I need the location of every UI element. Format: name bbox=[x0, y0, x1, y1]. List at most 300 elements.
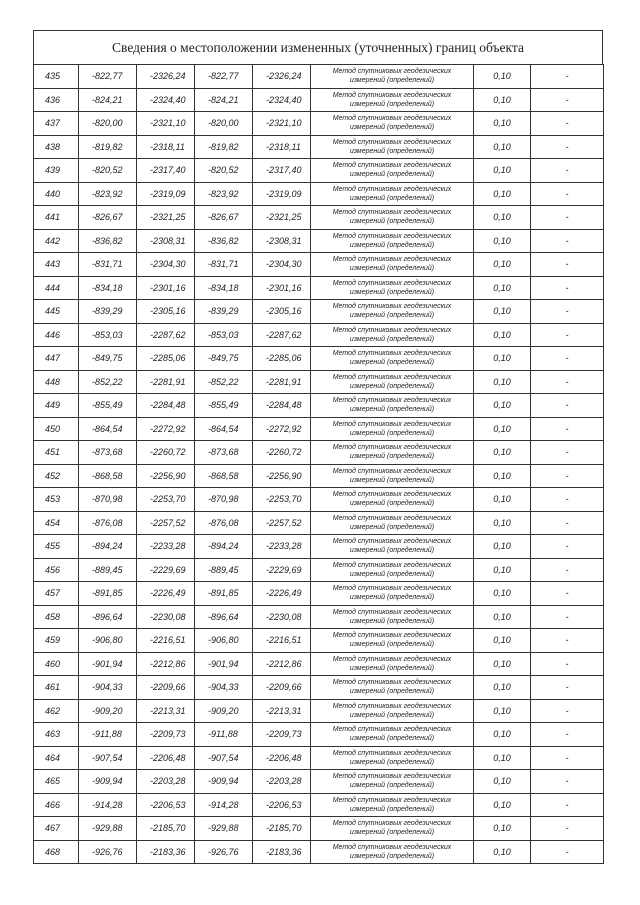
x-new-cell: -824,21 bbox=[195, 88, 253, 112]
method-cell bbox=[311, 676, 474, 700]
accuracy-cell: 0,10 bbox=[474, 370, 531, 394]
x-new-cell: -891,85 bbox=[195, 582, 253, 606]
description-cell: - bbox=[531, 347, 604, 371]
table-row bbox=[34, 652, 604, 676]
method-cell bbox=[311, 347, 474, 371]
accuracy-cell: 0,10 bbox=[474, 135, 531, 159]
table-row bbox=[34, 464, 604, 488]
table-row bbox=[34, 88, 604, 112]
method-line2: измерений (определений) bbox=[349, 805, 435, 813]
y-existing-cell: -2183,36 bbox=[137, 840, 195, 864]
description-cell: - bbox=[531, 699, 604, 723]
x-new-cell: -820,00 bbox=[195, 112, 253, 136]
x-existing-cell: -868,58 bbox=[79, 464, 137, 488]
point-number-cell: 463 bbox=[34, 723, 79, 747]
table-row bbox=[34, 370, 604, 394]
method-cell bbox=[311, 793, 474, 817]
table-row bbox=[34, 723, 604, 747]
y-existing-cell: -2216,51 bbox=[137, 629, 195, 653]
method-line2: измерений (определений) bbox=[349, 758, 435, 766]
description-cell: - bbox=[531, 182, 604, 206]
x-existing-cell: -911,88 bbox=[79, 723, 137, 747]
description-cell: - bbox=[531, 840, 604, 864]
table-row bbox=[34, 206, 604, 230]
description-cell: - bbox=[531, 629, 604, 653]
point-number-cell: 448 bbox=[34, 370, 79, 394]
y-new-cell: -2319,09 bbox=[253, 182, 311, 206]
point-number-cell: 436 bbox=[34, 88, 79, 112]
method-cell bbox=[311, 605, 474, 629]
y-new-cell: -2216,51 bbox=[253, 629, 311, 653]
table-body bbox=[34, 65, 604, 864]
y-existing-cell: -2321,10 bbox=[137, 112, 195, 136]
y-existing-cell: -2324,40 bbox=[137, 88, 195, 112]
y-new-cell: -2308,31 bbox=[253, 229, 311, 253]
x-existing-cell: -824,21 bbox=[79, 88, 137, 112]
table-row bbox=[34, 135, 604, 159]
x-new-cell: -855,49 bbox=[195, 394, 253, 418]
description-cell: - bbox=[531, 253, 604, 277]
x-new-cell: -823,92 bbox=[195, 182, 253, 206]
method-line1: Метод спутниковых геодезических bbox=[332, 726, 452, 734]
x-existing-cell: -822,77 bbox=[79, 65, 137, 89]
method-cell bbox=[311, 370, 474, 394]
method-cell bbox=[311, 253, 474, 277]
x-existing-cell: -896,64 bbox=[79, 605, 137, 629]
table-row bbox=[34, 676, 604, 700]
accuracy-cell: 0,10 bbox=[474, 535, 531, 559]
x-new-cell: -894,24 bbox=[195, 535, 253, 559]
method-line1: Метод спутниковых геодезических bbox=[332, 232, 452, 240]
method-line2: измерений (определений) bbox=[349, 382, 435, 390]
table-title: Сведения о местоположении измененных (уточненных) границ объекта bbox=[33, 30, 603, 64]
table-row bbox=[34, 347, 604, 371]
method-line1: Метод спутниковых геодезических bbox=[332, 185, 452, 193]
method-line2: измерений (определений) bbox=[349, 688, 435, 696]
method-cell bbox=[311, 206, 474, 230]
accuracy-cell: 0,10 bbox=[474, 582, 531, 606]
method-line2: измерений (определений) bbox=[349, 359, 435, 367]
method-line2: измерений (определений) bbox=[349, 829, 435, 837]
y-new-cell: -2257,52 bbox=[253, 511, 311, 535]
method-line2: измерений (определений) bbox=[349, 547, 435, 555]
y-new-cell: -2304,30 bbox=[253, 253, 311, 277]
x-existing-cell: -836,82 bbox=[79, 229, 137, 253]
x-new-cell: -876,08 bbox=[195, 511, 253, 535]
y-new-cell: -2305,16 bbox=[253, 300, 311, 324]
table-row bbox=[34, 817, 604, 841]
method-line2: измерений (определений) bbox=[349, 406, 435, 414]
y-existing-cell: -2301,16 bbox=[137, 276, 195, 300]
y-existing-cell: -2206,48 bbox=[137, 746, 195, 770]
method-line2: измерений (определений) bbox=[349, 617, 435, 625]
accuracy-cell: 0,10 bbox=[474, 65, 531, 89]
y-existing-cell: -2230,08 bbox=[137, 605, 195, 629]
x-new-cell: -909,20 bbox=[195, 699, 253, 723]
y-existing-cell: -2226,49 bbox=[137, 582, 195, 606]
method-line1: Метод спутниковых геодезических bbox=[332, 420, 452, 428]
accuracy-cell: 0,10 bbox=[474, 159, 531, 183]
point-number-cell: 457 bbox=[34, 582, 79, 606]
method-line1: Метод спутниковых геодезических bbox=[332, 326, 452, 334]
y-existing-cell: -2284,48 bbox=[137, 394, 195, 418]
y-existing-cell: -2209,73 bbox=[137, 723, 195, 747]
x-existing-cell: -929,88 bbox=[79, 817, 137, 841]
description-cell: - bbox=[531, 464, 604, 488]
method-line2: измерений (определений) bbox=[349, 288, 435, 296]
method-line2: измерений (определений) bbox=[349, 194, 435, 202]
method-line2: измерений (определений) bbox=[349, 664, 435, 672]
accuracy-cell: 0,10 bbox=[474, 629, 531, 653]
method-cell bbox=[311, 300, 474, 324]
y-existing-cell: -2321,25 bbox=[137, 206, 195, 230]
table-row bbox=[34, 253, 604, 277]
method-line2: измерений (определений) bbox=[349, 429, 435, 437]
accuracy-cell: 0,10 bbox=[474, 605, 531, 629]
method-cell bbox=[311, 817, 474, 841]
y-new-cell: -2321,25 bbox=[253, 206, 311, 230]
table-row bbox=[34, 535, 604, 559]
method-line1: Метод спутниковых геодезических bbox=[332, 279, 452, 287]
method-line2: измерений (определений) bbox=[349, 523, 435, 531]
y-new-cell: -2206,53 bbox=[253, 793, 311, 817]
point-number-cell: 442 bbox=[34, 229, 79, 253]
table-row bbox=[34, 276, 604, 300]
point-number-cell: 446 bbox=[34, 323, 79, 347]
description-cell: - bbox=[531, 229, 604, 253]
coordinates-table bbox=[33, 64, 604, 864]
x-existing-cell: -904,33 bbox=[79, 676, 137, 700]
method-line2: измерений (определений) bbox=[349, 594, 435, 602]
x-existing-cell: -906,80 bbox=[79, 629, 137, 653]
point-number-cell: 464 bbox=[34, 746, 79, 770]
point-number-cell: 462 bbox=[34, 699, 79, 723]
y-existing-cell: -2213,31 bbox=[137, 699, 195, 723]
accuracy-cell: 0,10 bbox=[474, 840, 531, 864]
description-cell: - bbox=[531, 770, 604, 794]
y-new-cell: -2230,08 bbox=[253, 605, 311, 629]
description-cell: - bbox=[531, 417, 604, 441]
method-cell bbox=[311, 441, 474, 465]
y-new-cell: -2285,06 bbox=[253, 347, 311, 371]
y-existing-cell: -2256,90 bbox=[137, 464, 195, 488]
point-number-cell: 459 bbox=[34, 629, 79, 653]
point-number-cell: 465 bbox=[34, 770, 79, 794]
method-line1: Метод спутниковых геодезических bbox=[332, 820, 452, 828]
y-existing-cell: -2317,40 bbox=[137, 159, 195, 183]
method-line1: Метод спутниковых геодезических bbox=[332, 303, 452, 311]
x-existing-cell: -820,52 bbox=[79, 159, 137, 183]
method-line2: измерений (определений) bbox=[349, 453, 435, 461]
x-new-cell: -864,54 bbox=[195, 417, 253, 441]
y-existing-cell: -2203,28 bbox=[137, 770, 195, 794]
y-existing-cell: -2233,28 bbox=[137, 535, 195, 559]
y-existing-cell: -2253,70 bbox=[137, 488, 195, 512]
accuracy-cell: 0,10 bbox=[474, 276, 531, 300]
y-new-cell: -2326,24 bbox=[253, 65, 311, 89]
method-line2: измерений (определений) bbox=[349, 335, 435, 343]
method-cell bbox=[311, 276, 474, 300]
description-cell: - bbox=[531, 206, 604, 230]
x-existing-cell: -873,68 bbox=[79, 441, 137, 465]
y-new-cell: -2284,48 bbox=[253, 394, 311, 418]
y-new-cell: -2281,91 bbox=[253, 370, 311, 394]
x-existing-cell: -901,94 bbox=[79, 652, 137, 676]
x-new-cell: -839,29 bbox=[195, 300, 253, 324]
method-line2: измерений (определений) bbox=[349, 265, 435, 273]
accuracy-cell: 0,10 bbox=[474, 229, 531, 253]
method-cell bbox=[311, 135, 474, 159]
y-new-cell: -2203,28 bbox=[253, 770, 311, 794]
description-cell: - bbox=[531, 723, 604, 747]
description-cell: - bbox=[531, 112, 604, 136]
accuracy-cell: 0,10 bbox=[474, 770, 531, 794]
method-cell bbox=[311, 770, 474, 794]
x-new-cell: -870,98 bbox=[195, 488, 253, 512]
document-sheet bbox=[33, 30, 603, 864]
method-line1: Метод спутниковых геодезических bbox=[332, 585, 452, 593]
point-number-cell: 440 bbox=[34, 182, 79, 206]
point-number-cell: 449 bbox=[34, 394, 79, 418]
accuracy-cell: 0,10 bbox=[474, 206, 531, 230]
accuracy-cell: 0,10 bbox=[474, 253, 531, 277]
accuracy-cell: 0,10 bbox=[474, 394, 531, 418]
method-line1: Метод спутниковых геодезических bbox=[332, 162, 452, 170]
y-new-cell: -2233,28 bbox=[253, 535, 311, 559]
y-new-cell: -2212,86 bbox=[253, 652, 311, 676]
accuracy-cell: 0,10 bbox=[474, 817, 531, 841]
x-new-cell: -929,88 bbox=[195, 817, 253, 841]
table-row bbox=[34, 182, 604, 206]
table-row bbox=[34, 159, 604, 183]
point-number-cell: 452 bbox=[34, 464, 79, 488]
table-row bbox=[34, 417, 604, 441]
method-line1: Метод спутниковых геодезических bbox=[332, 444, 452, 452]
method-line2: измерений (определений) bbox=[349, 147, 435, 155]
description-cell: - bbox=[531, 558, 604, 582]
method-line1: Метод спутниковых геодезических bbox=[332, 373, 452, 381]
point-number-cell: 455 bbox=[34, 535, 79, 559]
method-line2: измерений (определений) bbox=[349, 241, 435, 249]
table-row bbox=[34, 629, 604, 653]
point-number-cell: 454 bbox=[34, 511, 79, 535]
x-existing-cell: -907,54 bbox=[79, 746, 137, 770]
table-row bbox=[34, 394, 604, 418]
method-line2: измерений (определений) bbox=[349, 124, 435, 132]
x-existing-cell: -891,85 bbox=[79, 582, 137, 606]
accuracy-cell: 0,10 bbox=[474, 723, 531, 747]
point-number-cell: 467 bbox=[34, 817, 79, 841]
x-new-cell: -873,68 bbox=[195, 441, 253, 465]
x-existing-cell: -870,98 bbox=[79, 488, 137, 512]
point-number-cell: 456 bbox=[34, 558, 79, 582]
description-cell: - bbox=[531, 300, 604, 324]
accuracy-cell: 0,10 bbox=[474, 699, 531, 723]
accuracy-cell: 0,10 bbox=[474, 676, 531, 700]
description-cell: - bbox=[531, 394, 604, 418]
point-number-cell: 468 bbox=[34, 840, 79, 864]
point-number-cell: 461 bbox=[34, 676, 79, 700]
method-line1: Метод спутниковых геодезических bbox=[332, 655, 452, 663]
x-new-cell: -911,88 bbox=[195, 723, 253, 747]
method-line2: измерений (определений) bbox=[349, 476, 435, 484]
x-existing-cell: -876,08 bbox=[79, 511, 137, 535]
method-cell bbox=[311, 699, 474, 723]
y-new-cell: -2317,40 bbox=[253, 159, 311, 183]
method-cell bbox=[311, 323, 474, 347]
description-cell: - bbox=[531, 535, 604, 559]
table-row bbox=[34, 770, 604, 794]
y-new-cell: -2324,40 bbox=[253, 88, 311, 112]
method-line1: Метод спутниковых геодезических bbox=[332, 209, 452, 217]
point-number-cell: 439 bbox=[34, 159, 79, 183]
point-number-cell: 438 bbox=[34, 135, 79, 159]
x-existing-cell: -909,94 bbox=[79, 770, 137, 794]
x-existing-cell: -894,24 bbox=[79, 535, 137, 559]
point-number-cell: 435 bbox=[34, 65, 79, 89]
method-line2: измерений (определений) bbox=[349, 171, 435, 179]
point-number-cell: 451 bbox=[34, 441, 79, 465]
x-new-cell: -904,33 bbox=[195, 676, 253, 700]
method-cell bbox=[311, 723, 474, 747]
x-existing-cell: -914,28 bbox=[79, 793, 137, 817]
description-cell: - bbox=[531, 488, 604, 512]
table-row bbox=[34, 65, 604, 89]
y-existing-cell: -2212,86 bbox=[137, 652, 195, 676]
y-new-cell: -2183,36 bbox=[253, 840, 311, 864]
y-existing-cell: -2281,91 bbox=[137, 370, 195, 394]
y-new-cell: -2318,11 bbox=[253, 135, 311, 159]
x-new-cell: -907,54 bbox=[195, 746, 253, 770]
method-cell bbox=[311, 88, 474, 112]
method-line2: измерений (определений) bbox=[349, 312, 435, 320]
method-line2: измерений (определений) bbox=[349, 641, 435, 649]
x-new-cell: -836,82 bbox=[195, 229, 253, 253]
method-line1: Метод спутниковых геодезических bbox=[332, 749, 452, 757]
method-cell bbox=[311, 629, 474, 653]
y-new-cell: -2209,66 bbox=[253, 676, 311, 700]
method-cell bbox=[311, 159, 474, 183]
y-existing-cell: -2229,69 bbox=[137, 558, 195, 582]
description-cell: - bbox=[531, 441, 604, 465]
accuracy-cell: 0,10 bbox=[474, 112, 531, 136]
x-new-cell: -822,77 bbox=[195, 65, 253, 89]
method-line1: Метод спутниковых геодезических bbox=[332, 796, 452, 804]
y-existing-cell: -2319,09 bbox=[137, 182, 195, 206]
accuracy-cell: 0,10 bbox=[474, 464, 531, 488]
method-line2: измерений (определений) bbox=[349, 782, 435, 790]
x-existing-cell: -839,29 bbox=[79, 300, 137, 324]
accuracy-cell: 0,10 bbox=[474, 347, 531, 371]
table-row bbox=[34, 793, 604, 817]
y-existing-cell: -2304,30 bbox=[137, 253, 195, 277]
y-existing-cell: -2206,53 bbox=[137, 793, 195, 817]
y-existing-cell: -2257,52 bbox=[137, 511, 195, 535]
method-line1: Метод спутниковых геодезических bbox=[332, 491, 452, 499]
accuracy-cell: 0,10 bbox=[474, 182, 531, 206]
description-cell: - bbox=[531, 605, 604, 629]
method-cell bbox=[311, 182, 474, 206]
table-row bbox=[34, 112, 604, 136]
y-existing-cell: -2260,72 bbox=[137, 441, 195, 465]
y-new-cell: -2272,92 bbox=[253, 417, 311, 441]
method-line1: Метод спутниковых геодезических bbox=[332, 538, 452, 546]
description-cell: - bbox=[531, 817, 604, 841]
x-existing-cell: -909,20 bbox=[79, 699, 137, 723]
method-cell bbox=[311, 394, 474, 418]
method-line1: Метод спутниковых геодезических bbox=[332, 467, 452, 475]
method-cell bbox=[311, 511, 474, 535]
method-cell bbox=[311, 417, 474, 441]
x-new-cell: -826,67 bbox=[195, 206, 253, 230]
table-row bbox=[34, 488, 604, 512]
description-cell: - bbox=[531, 582, 604, 606]
method-cell bbox=[311, 840, 474, 864]
point-number-cell: 447 bbox=[34, 347, 79, 371]
description-cell: - bbox=[531, 793, 604, 817]
y-new-cell: -2229,69 bbox=[253, 558, 311, 582]
x-existing-cell: -889,45 bbox=[79, 558, 137, 582]
accuracy-cell: 0,10 bbox=[474, 88, 531, 112]
x-new-cell: -914,28 bbox=[195, 793, 253, 817]
x-existing-cell: -852,22 bbox=[79, 370, 137, 394]
method-line1: Метод спутниковых геодезических bbox=[332, 256, 452, 264]
description-cell: - bbox=[531, 676, 604, 700]
method-cell bbox=[311, 229, 474, 253]
table-row bbox=[34, 840, 604, 864]
point-number-cell: 441 bbox=[34, 206, 79, 230]
table-row bbox=[34, 323, 604, 347]
x-new-cell: -909,94 bbox=[195, 770, 253, 794]
point-number-cell: 453 bbox=[34, 488, 79, 512]
method-line1: Метод спутниковых геодезических bbox=[332, 91, 452, 99]
accuracy-cell: 0,10 bbox=[474, 652, 531, 676]
accuracy-cell: 0,10 bbox=[474, 323, 531, 347]
accuracy-cell: 0,10 bbox=[474, 511, 531, 535]
x-existing-cell: -853,03 bbox=[79, 323, 137, 347]
method-line2: измерений (определений) bbox=[349, 852, 435, 860]
y-existing-cell: -2305,16 bbox=[137, 300, 195, 324]
x-new-cell: -901,94 bbox=[195, 652, 253, 676]
y-new-cell: -2287,62 bbox=[253, 323, 311, 347]
x-existing-cell: -820,00 bbox=[79, 112, 137, 136]
table-row bbox=[34, 746, 604, 770]
accuracy-cell: 0,10 bbox=[474, 558, 531, 582]
x-new-cell: -852,22 bbox=[195, 370, 253, 394]
accuracy-cell: 0,10 bbox=[474, 793, 531, 817]
method-cell bbox=[311, 65, 474, 89]
point-number-cell: 460 bbox=[34, 652, 79, 676]
accuracy-cell: 0,10 bbox=[474, 441, 531, 465]
method-line1: Метод спутниковых геодезических bbox=[332, 561, 452, 569]
description-cell: - bbox=[531, 159, 604, 183]
method-line2: измерений (определений) bbox=[349, 100, 435, 108]
x-new-cell: -819,82 bbox=[195, 135, 253, 159]
y-existing-cell: -2209,66 bbox=[137, 676, 195, 700]
method-line1: Метод спутниковых геодезических bbox=[332, 702, 452, 710]
method-line1: Метод спутниковых геодезических bbox=[332, 397, 452, 405]
x-new-cell: -834,18 bbox=[195, 276, 253, 300]
method-cell bbox=[311, 464, 474, 488]
point-number-cell: 443 bbox=[34, 253, 79, 277]
table-row bbox=[34, 605, 604, 629]
description-cell: - bbox=[531, 65, 604, 89]
description-cell: - bbox=[531, 88, 604, 112]
y-existing-cell: -2318,11 bbox=[137, 135, 195, 159]
description-cell: - bbox=[531, 323, 604, 347]
table-row bbox=[34, 699, 604, 723]
table-row bbox=[34, 229, 604, 253]
